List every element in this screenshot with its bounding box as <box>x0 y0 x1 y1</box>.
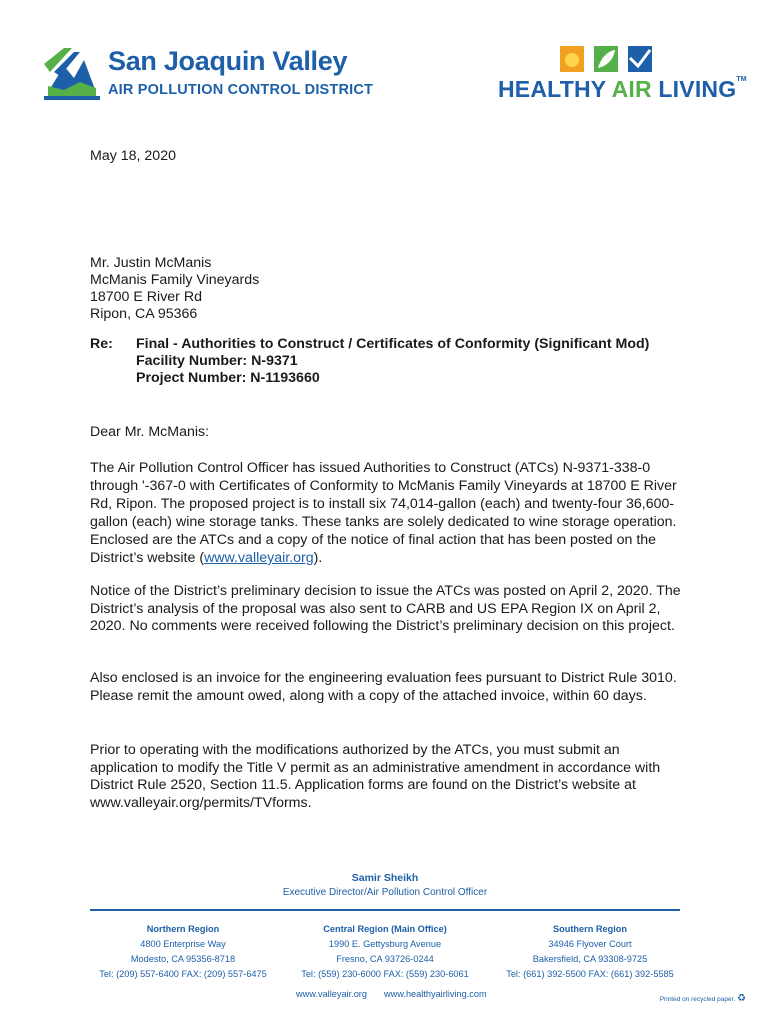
signer-title: Executive Director/Air Pollution Control Officer <box>282 887 488 898</box>
subject-lines <box>136 336 696 387</box>
healthy-air-living-logo <box>496 44 747 104</box>
recycle-icon: ♻ <box>737 993 746 1004</box>
region-name: Central Region (Main Office) <box>323 924 447 934</box>
region-street: 4800 Enterprise Way <box>140 939 226 949</box>
sjv-logo <box>44 44 374 104</box>
address-line: 18700 E River Rd <box>90 289 202 305</box>
subject-label: Re: <box>90 336 113 352</box>
sjv-name: San Joaquin Valley <box>108 46 348 76</box>
website-valleyair[interactable]: www.valleyair.org <box>296 989 367 999</box>
address-line: Mr. Justin McManis <box>90 255 212 271</box>
recycled-note <box>660 993 746 1004</box>
website-healthyairliving[interactable]: www.healthyairliving.com <box>384 989 487 999</box>
signature-block <box>0 872 770 898</box>
footer-divider <box>90 909 680 911</box>
project-number: Project Number: N-1193660 <box>136 370 320 386</box>
signer-name: Samir Sheikh <box>351 872 419 884</box>
paragraph-1-end: ). <box>313 550 323 566</box>
letter-date: May 18, 2020 <box>90 148 176 164</box>
recipient-address <box>90 255 690 323</box>
region-southern <box>490 922 690 982</box>
region-street: 34946 Flyover Court <box>548 939 632 949</box>
region-city: Modesto, CA 95356-8718 <box>130 954 236 964</box>
hal-tiles-icon <box>560 44 658 74</box>
paragraph-1-text: The Air Pollution Control Officer has issued Authorities to Construct (ATCs) N-9371-338-0 through '-367-0 with Certificates of Conformity to McManis Family Vineyards at 18700 E River Rd, Ripon. The proposed project is to install six 74,014-gallon (each) and twenty-four 36,600-gallon (each) wine storage tanks. These tanks are solely dedicated to wine storage operation. Enclosed are the ATCs and a copy of the notice of final action that has been posted on the District’s website ( <box>90 460 677 566</box>
sjv-subtitle: AIR POLLUTION CONTROL DISTRICT <box>108 82 374 98</box>
region-street: 1990 E. Gettysburg Avenue <box>328 939 442 949</box>
hal-word-air: AIR <box>611 76 652 102</box>
paragraph-4: Prior to operating with the modifications authorized by the ATCs, you must submit an application to modify the Title V permit as an administrative amendment in accordance with District Rule 2520, Section 11.5. Application forms are found on the District’s website at www.valleyair.org/permits/TVforms. <box>90 742 661 811</box>
region-phone: Tel: (559) 230-6000 FAX: (559) 230-6061 <box>301 969 469 979</box>
region-phone: Tel: (209) 557-6400 FAX: (209) 557-6475 <box>99 969 267 979</box>
region-city: Fresno, CA 93726-0244 <box>336 954 434 964</box>
region-central <box>285 922 485 982</box>
region-phone: Tel: (661) 392-5500 FAX: (661) 392-5585 <box>506 969 674 979</box>
hal-wordmark <box>498 76 747 103</box>
region-name: Southern Region <box>552 924 627 934</box>
address-line: Ripon, CA 95366 <box>90 306 198 322</box>
valleyair-link[interactable]: www.valleyair.org <box>204 550 314 566</box>
subject-title: Final - Authorities to Construct / Certificates of Conformity (Significant Mod) <box>136 336 650 352</box>
paragraph-2: Notice of the District’s preliminary decision to issue the ATCs was posted on April 2, 2020. The District’s analysis of the proposal was also sent to CARB and US EPA Region IX on April 2, 2020. No comments were received following the District’s preliminary decision on this project. <box>90 583 681 634</box>
salutation: Dear Mr. McManis: <box>90 424 210 440</box>
hal-tm: TM <box>736 76 747 83</box>
paragraph-3: Also enclosed is an invoice for the engineering evaluation fees pursuant to District Rule 3010. Please remit the amount owed, along with a copy of the attached invoice, within 60 days. <box>90 670 677 704</box>
address-line: McManis Family Vineyards <box>90 272 260 288</box>
region-name: Northern Region <box>146 924 220 934</box>
sjv-mountain-icon <box>44 44 100 100</box>
hal-word-healthy: HEALTHY <box>498 76 612 102</box>
facility-number: Facility Number: N-9371 <box>136 353 298 369</box>
recycled-text: Printed on recycled paper. <box>659 996 736 1003</box>
region-northern <box>83 922 283 982</box>
paragraph-1 <box>90 459 690 567</box>
hal-word-living: LIVING <box>651 76 737 102</box>
region-city: Bakersfield, CA 93308-9725 <box>532 954 648 964</box>
